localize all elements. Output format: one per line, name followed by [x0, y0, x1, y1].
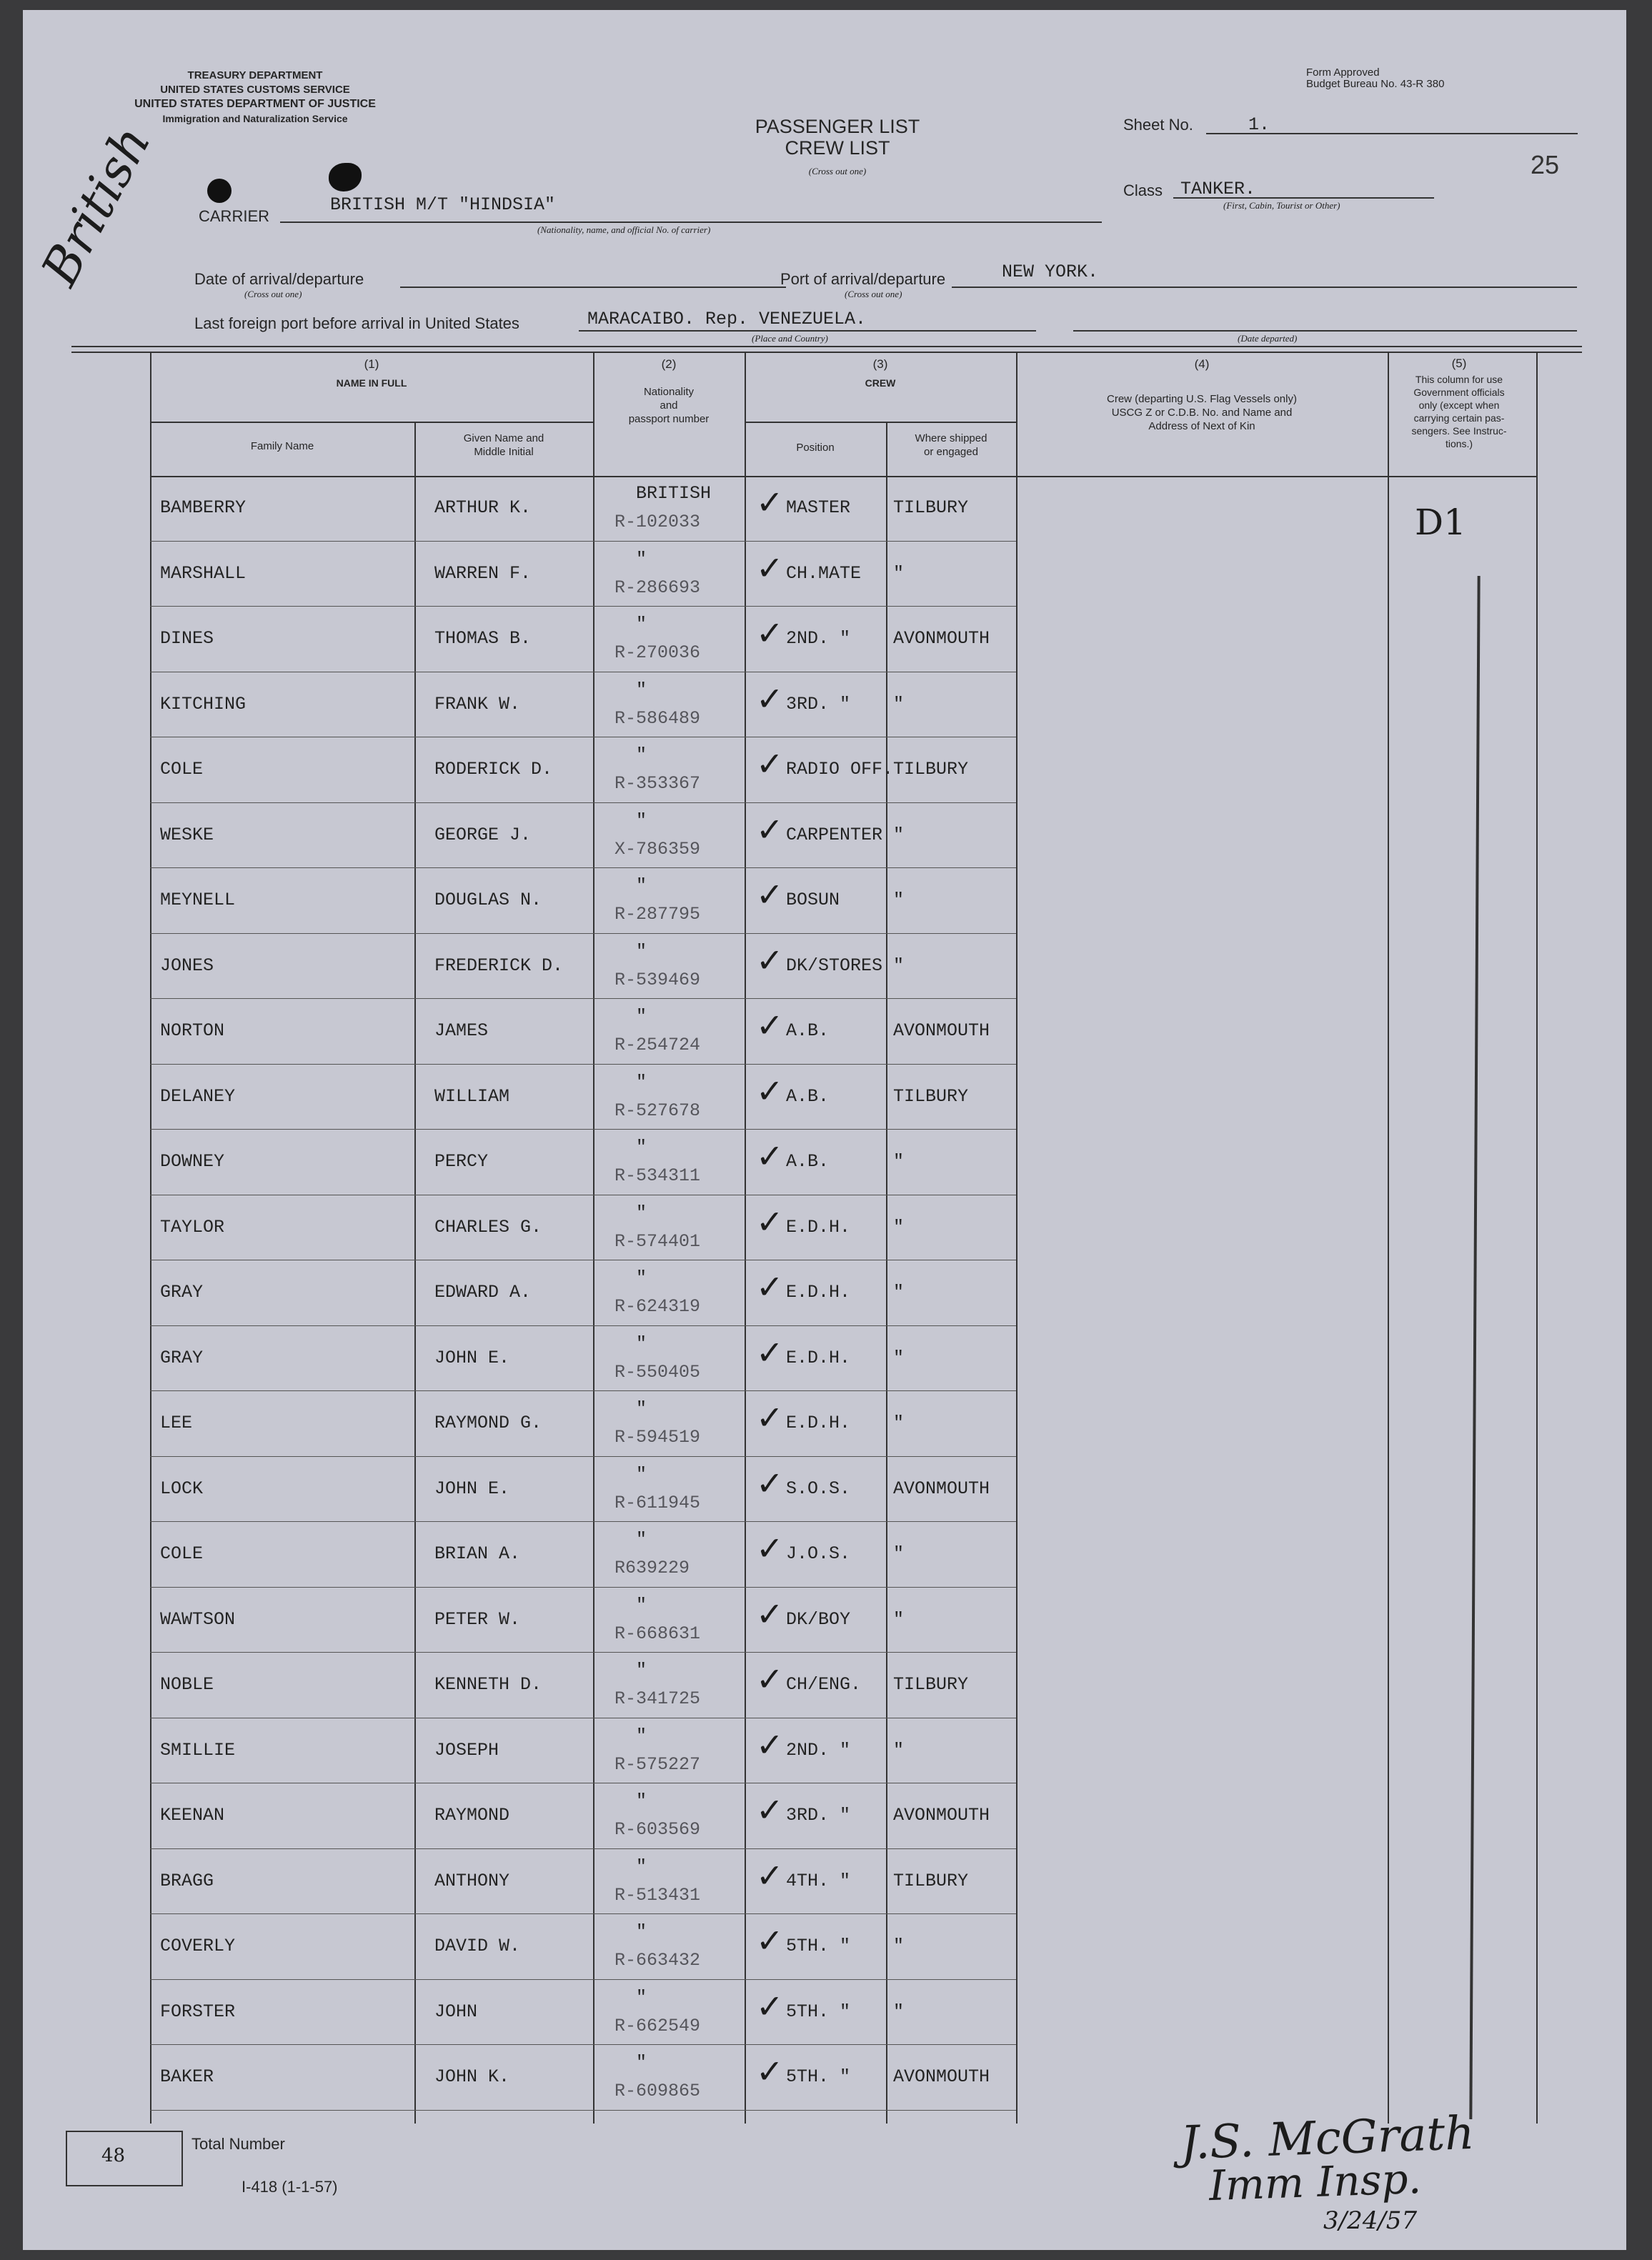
col5-mark: D1 — [1415, 502, 1466, 543]
carrier-value: BRITISH M/T "HINDSIA" — [330, 194, 556, 215]
nationality: " — [636, 679, 647, 700]
nationality: " — [636, 1921, 647, 1942]
col2-title-line: and — [660, 399, 678, 412]
last-port-value: MARACAIBO. Rep. VENEZUELA. — [587, 309, 867, 329]
form-approved — [1306, 67, 1444, 90]
check-mark-icon: ✓ — [756, 1071, 784, 1110]
family-name: KITCHING — [160, 693, 247, 715]
family-name: DOWNEY — [160, 1151, 225, 1172]
table-row — [71, 999, 1582, 1065]
given-name: ARTHUR K. — [434, 497, 532, 518]
agency-line: TREASURY DEPARTMENT — [187, 69, 323, 81]
crew-table — [71, 346, 1582, 2124]
form-approved-line: Budget Bureau No. 43-R 380 — [1306, 78, 1445, 90]
where-shipped: " — [893, 1216, 905, 1238]
check-mark-icon: ✓ — [756, 679, 784, 718]
passport-number: R-662549 — [614, 2015, 701, 2036]
class-value: TANKER. — [1180, 179, 1256, 199]
class-label: Class — [1123, 181, 1163, 199]
table-row — [71, 542, 1582, 607]
where-shipped: " — [893, 1608, 905, 1630]
family-name: BAMBERRY — [160, 497, 247, 518]
col5-title-line: tions.) — [1445, 438, 1473, 449]
family-name: FORSTER — [160, 2001, 236, 2022]
position: 3RD. " — [786, 1805, 851, 1826]
where-shipped: " — [893, 955, 905, 976]
agency-line: UNITED STATES DEPARTMENT OF JUSTICE — [134, 98, 376, 110]
family-name: TAYLOR — [160, 1216, 225, 1238]
where-shipped: AVONMOUTH — [893, 1020, 990, 1041]
family-name: COLE — [160, 1543, 204, 1564]
nationality: " — [636, 1791, 647, 1811]
where-shipped: TILBURY — [893, 497, 969, 518]
table-row — [71, 1588, 1582, 1653]
passport-number: R-586489 — [614, 707, 701, 729]
nationality: " — [636, 1986, 647, 2008]
given-name: WARREN F. — [434, 562, 532, 584]
nationality: " — [636, 1529, 647, 1550]
where-shipped: " — [893, 562, 905, 584]
family-name: DINES — [160, 628, 214, 649]
col2-title-line: Nationality — [643, 386, 695, 398]
check-mark-icon: ✓ — [756, 548, 784, 587]
col1-title: NAME IN FULL — [336, 377, 407, 389]
col5-title-line: carrying certain pas- — [1413, 412, 1505, 424]
passport-number: R-609865 — [614, 2081, 701, 2101]
where-header-line: or engaged — [924, 446, 978, 458]
check-mark-icon: ✓ — [756, 614, 784, 652]
position: 5TH. " — [786, 1936, 851, 1956]
check-mark-icon: ✓ — [756, 1856, 784, 1895]
signature: J.S. McGrath — [1179, 2106, 1476, 2171]
given-name: JOSEPH — [434, 1739, 499, 1761]
position: MASTER — [786, 497, 851, 518]
where-shipped: AVONMOUTH — [893, 2066, 990, 2087]
given-name: FRANK W. — [434, 693, 521, 715]
where-shipped: " — [893, 1739, 905, 1761]
port-caption: (Cross out one) — [845, 289, 902, 299]
position: J.O.S. — [786, 1543, 851, 1564]
table-row — [71, 1065, 1582, 1130]
family-name: WAWTSON — [160, 1608, 236, 1630]
family-name: MEYNELL — [160, 890, 236, 910]
agency-line: UNITED STATES CUSTOMS SERVICE — [160, 84, 350, 96]
nationality: " — [636, 745, 647, 765]
family-name: WESKE — [160, 824, 214, 845]
col4-title-line: Address of Next of Kin — [1148, 420, 1255, 432]
where-shipped: " — [893, 890, 905, 910]
table-row — [71, 607, 1582, 672]
nationality: " — [636, 940, 647, 962]
page-number: 25 — [1531, 150, 1560, 179]
position: E.D.H. — [786, 1413, 851, 1433]
given-name: JOHN K. — [434, 2066, 510, 2087]
table-row — [71, 2045, 1582, 2111]
col3-title: CREW — [865, 377, 896, 389]
document-sheet — [23, 10, 1626, 2250]
check-mark-icon: ✓ — [756, 1137, 784, 1175]
ink-blot — [329, 163, 362, 191]
check-mark-icon: ✓ — [756, 1333, 784, 1372]
agency-block — [87, 69, 423, 126]
col5-title-line: sengers. See Instruc- — [1411, 425, 1507, 437]
position: 4TH. " — [786, 1870, 851, 1891]
position: DK/BOY — [786, 1608, 851, 1630]
table-row — [71, 1980, 1582, 2046]
where-shipped: TILBURY — [893, 1870, 969, 1891]
position: A.B. — [786, 1020, 830, 1041]
nationality: " — [636, 2052, 647, 2073]
nationality: " — [636, 875, 647, 896]
port-value: NEW YORK. — [1002, 262, 1099, 282]
given-name: JOHN — [434, 2001, 478, 2022]
passport-number: R-575227 — [614, 1753, 701, 1775]
table-row — [71, 803, 1582, 869]
col2-number: (2) — [661, 357, 677, 371]
margin-note: British — [30, 116, 162, 295]
position: RADIO OFF. — [786, 759, 894, 780]
nationality: " — [636, 614, 647, 634]
check-mark-icon: ✓ — [756, 2052, 784, 2091]
where-header-line: Where shipped — [915, 432, 987, 444]
passport-number: R-663432 — [614, 1950, 701, 1971]
table-row — [71, 1260, 1582, 1326]
where-shipped: TILBURY — [893, 759, 969, 780]
family-name: MARSHALL — [160, 562, 247, 584]
sheet-value: 1. — [1248, 114, 1270, 135]
position: 2ND. " — [786, 1739, 851, 1761]
passport-number: R-574401 — [614, 1230, 701, 1252]
position: 5TH. " — [786, 2066, 851, 2087]
signature-date: 3/24/57 — [1323, 2206, 1418, 2235]
where-shipped: " — [893, 1936, 905, 1956]
cross-out-caption: (Cross out one) — [808, 166, 867, 176]
where-shipped: TILBURY — [893, 1085, 969, 1107]
row-divider — [150, 2110, 1016, 2111]
family-name: COVERLY — [160, 1936, 236, 1956]
passport-number: R-341725 — [614, 1688, 701, 1709]
family-name: GRAY — [160, 1347, 204, 1368]
passport-number: R-270036 — [614, 642, 701, 663]
passport-number: R-550405 — [614, 1361, 701, 1383]
col5-title-line: Government officials — [1413, 387, 1505, 398]
passenger-list-title: PASSENGER LIST — [755, 116, 920, 137]
nationality: " — [636, 1071, 647, 1092]
position: 5TH. " — [786, 2001, 851, 2022]
col4-title-line: USCG Z or C.D.B. No. and Name and — [1111, 407, 1293, 419]
date-departed-caption: (Date departed) — [1238, 333, 1298, 344]
family-name: LEE — [160, 1413, 193, 1433]
col5-number: (5) — [1451, 357, 1467, 370]
ink-blot — [207, 179, 232, 203]
given-name: JOHN E. — [434, 1347, 510, 1368]
last-port-caption: (Place and Country) — [752, 333, 828, 344]
check-mark-icon: ✓ — [756, 1006, 784, 1045]
passport-number: R-594519 — [614, 1427, 701, 1448]
where-shipped: AVONMOUTH — [893, 1805, 990, 1826]
position: E.D.H. — [786, 1347, 851, 1368]
check-mark-icon: ✓ — [756, 875, 784, 914]
check-mark-icon: ✓ — [756, 1986, 784, 2026]
family-name: SMILLIE — [160, 1739, 236, 1761]
nationality: " — [636, 1463, 647, 1485]
passport-number: R639229 — [614, 1558, 690, 1578]
given-name: KENNETH D. — [434, 1674, 542, 1695]
family-name: BAKER — [160, 2066, 214, 2087]
passport-number: R-527678 — [614, 1100, 701, 1121]
col2-title-line: passport number — [628, 413, 710, 425]
family-name: COLE — [160, 759, 204, 780]
nationality: " — [636, 1333, 647, 1354]
passport-number: R-102033 — [614, 512, 701, 532]
passport-number: R-254724 — [614, 1035, 701, 1055]
position: A.B. — [786, 1151, 830, 1172]
carrier-label: CARRIER — [199, 207, 270, 225]
passport-number: X-786359 — [614, 838, 701, 860]
form-number: I-418 (1-1-57) — [242, 2178, 338, 2196]
given-name: RAYMOND — [434, 1805, 510, 1826]
passport-number: R-534311 — [614, 1165, 701, 1186]
passport-number: R-513431 — [614, 1884, 701, 1906]
table-row — [71, 1522, 1582, 1588]
check-mark-icon: ✓ — [756, 1791, 784, 1829]
nationality: " — [636, 1398, 647, 1419]
date-label: Date of arrival/departure — [194, 270, 364, 288]
sheet-label: Sheet No. — [1123, 116, 1193, 134]
nationality: " — [636, 1006, 647, 1027]
position: CH.MATE — [786, 562, 862, 584]
where-shipped: " — [893, 693, 905, 715]
date-caption: (Cross out one) — [244, 289, 302, 299]
where-shipped: " — [893, 2001, 905, 2022]
col4-number: (4) — [1194, 357, 1210, 371]
given-name: ANTHONY — [434, 1870, 510, 1891]
nationality: " — [636, 1137, 647, 1158]
total-label: Total Number — [191, 2135, 285, 2153]
given-name: FREDERICK D. — [434, 955, 564, 976]
family-name: BRAGG — [160, 1870, 214, 1891]
passport-number: R-603569 — [614, 1819, 701, 1840]
agency-line: Immigration and Naturalization Service — [162, 113, 348, 124]
crew-list-title: CREW LIST — [785, 137, 890, 159]
check-mark-icon: ✓ — [756, 483, 784, 522]
table-row — [71, 868, 1582, 934]
check-mark-icon: ✓ — [756, 1921, 784, 1960]
position: 2ND. " — [786, 628, 851, 649]
last-port-label: Last foreign port before arrival in United States — [194, 314, 519, 332]
passport-number: R-353367 — [614, 773, 701, 794]
where-shipped: " — [893, 1282, 905, 1303]
port-label: Port of arrival/departure — [780, 270, 946, 288]
check-mark-icon: ✓ — [756, 1529, 784, 1568]
family-name: NORTON — [160, 1020, 225, 1041]
position: CH/ENG. — [786, 1674, 862, 1695]
header-subline — [150, 422, 593, 423]
where-shipped: " — [893, 1347, 905, 1368]
col1-number: (1) — [364, 357, 379, 371]
given-name: PERCY — [434, 1151, 489, 1172]
position: DK/STORES — [786, 955, 883, 976]
position: S.O.S. — [786, 1478, 851, 1499]
table-row — [71, 1718, 1582, 1784]
where-shipped: AVONMOUTH — [893, 628, 990, 649]
check-mark-icon: ✓ — [756, 810, 784, 849]
nationality: " — [636, 1268, 647, 1288]
table-row — [71, 934, 1582, 1000]
given-name: WILLIAM — [434, 1085, 510, 1107]
col3-number: (3) — [872, 357, 888, 371]
given-name: GEORGE J. — [434, 824, 532, 845]
passport-number: R-624319 — [614, 1296, 701, 1317]
check-mark-icon: ✓ — [756, 1660, 784, 1698]
table-row — [71, 1914, 1582, 1980]
check-mark-icon: ✓ — [756, 1594, 784, 1633]
given-name: DAVID W. — [434, 1936, 521, 1956]
table-row — [71, 1653, 1582, 1718]
col4-title-line: Crew (departing U.S. Flag Vessels only) — [1107, 393, 1297, 405]
check-mark-icon: ✓ — [756, 745, 784, 783]
signature-title: Imm Insp. — [1208, 2154, 1423, 2211]
family-name: LOCK — [160, 1478, 204, 1499]
class-caption: (First, Cabin, Tourist or Other) — [1223, 200, 1340, 211]
position: E.D.H. — [786, 1216, 851, 1238]
table-row — [71, 1130, 1582, 1195]
check-mark-icon: ✓ — [756, 940, 784, 980]
family-name: JONES — [160, 955, 214, 976]
total-box — [66, 2131, 183, 2186]
family-name-header: Family Name — [250, 440, 314, 452]
table-row — [71, 737, 1582, 803]
table-row — [71, 1391, 1582, 1457]
table-row — [71, 1783, 1582, 1849]
given-name: RODERICK D. — [434, 759, 553, 780]
position: E.D.H. — [786, 1282, 851, 1303]
table-row — [71, 1849, 1582, 1915]
where-shipped: " — [893, 1413, 905, 1433]
list-title — [702, 116, 973, 159]
position: 3RD. " — [786, 693, 851, 715]
nationality: " — [636, 1725, 647, 1746]
family-name: KEENAN — [160, 1805, 225, 1826]
check-mark-icon: ✓ — [756, 1202, 784, 1241]
table-body — [71, 346, 1582, 2124]
nationality: " — [636, 1202, 647, 1223]
nationality: " — [636, 548, 647, 569]
given-name: JOHN E. — [434, 1478, 510, 1499]
nationality: BRITISH — [636, 483, 712, 504]
total-value: 48 — [101, 2145, 126, 2166]
position: A.B. — [786, 1085, 830, 1107]
check-mark-icon: ✓ — [756, 1268, 784, 1306]
given-name: BRIAN A. — [434, 1543, 521, 1564]
nationality: " — [636, 810, 647, 831]
form-approved-line: Form Approved — [1306, 66, 1380, 79]
nationality: " — [636, 1594, 647, 1616]
nationality: " — [636, 1660, 647, 1681]
given-name: EDWARD A. — [434, 1282, 532, 1303]
given-name-header-line: Middle Initial — [474, 446, 534, 458]
table-row — [71, 672, 1582, 738]
position: BOSUN — [786, 890, 840, 910]
given-name: PETER W. — [434, 1608, 521, 1630]
passport-number: R-611945 — [614, 1492, 701, 1513]
table-row — [71, 1457, 1582, 1523]
passport-number: R-539469 — [614, 969, 701, 990]
position-header: Position — [796, 442, 835, 454]
family-name: GRAY — [160, 1282, 204, 1303]
where-shipped: " — [893, 1543, 905, 1564]
nationality: " — [636, 1856, 647, 1877]
given-name: RAYMOND G. — [434, 1413, 542, 1433]
table-row — [71, 1326, 1582, 1392]
given-name: CHARLES G. — [434, 1216, 542, 1238]
passport-number: R-668631 — [614, 1623, 701, 1644]
col5-title-line: This column for use — [1415, 374, 1503, 385]
given-name: DOUGLAS N. — [434, 890, 542, 910]
given-name: THOMAS B. — [434, 628, 532, 649]
where-shipped: TILBURY — [893, 1674, 969, 1695]
given-name-header-line: Given Name and — [463, 432, 544, 444]
where-shipped: " — [893, 824, 905, 845]
family-name: DELANEY — [160, 1085, 236, 1107]
header-subline — [745, 422, 1016, 423]
check-mark-icon: ✓ — [756, 1398, 784, 1437]
where-shipped: " — [893, 1151, 905, 1172]
family-name: NOBLE — [160, 1674, 214, 1695]
position: CARPENTER — [786, 824, 883, 845]
col5-title-line: only (except when — [1418, 399, 1500, 411]
passport-number: R-287795 — [614, 904, 701, 925]
table-row — [71, 1195, 1582, 1261]
passport-number: R-286693 — [614, 577, 701, 598]
where-shipped: AVONMOUTH — [893, 1478, 990, 1499]
given-name: JAMES — [434, 1020, 489, 1041]
table-row — [71, 476, 1582, 542]
check-mark-icon: ✓ — [756, 1463, 784, 1503]
check-mark-icon: ✓ — [756, 1725, 784, 1764]
carrier-caption: (Nationality, name, and official No. of carrier) — [537, 224, 711, 235]
